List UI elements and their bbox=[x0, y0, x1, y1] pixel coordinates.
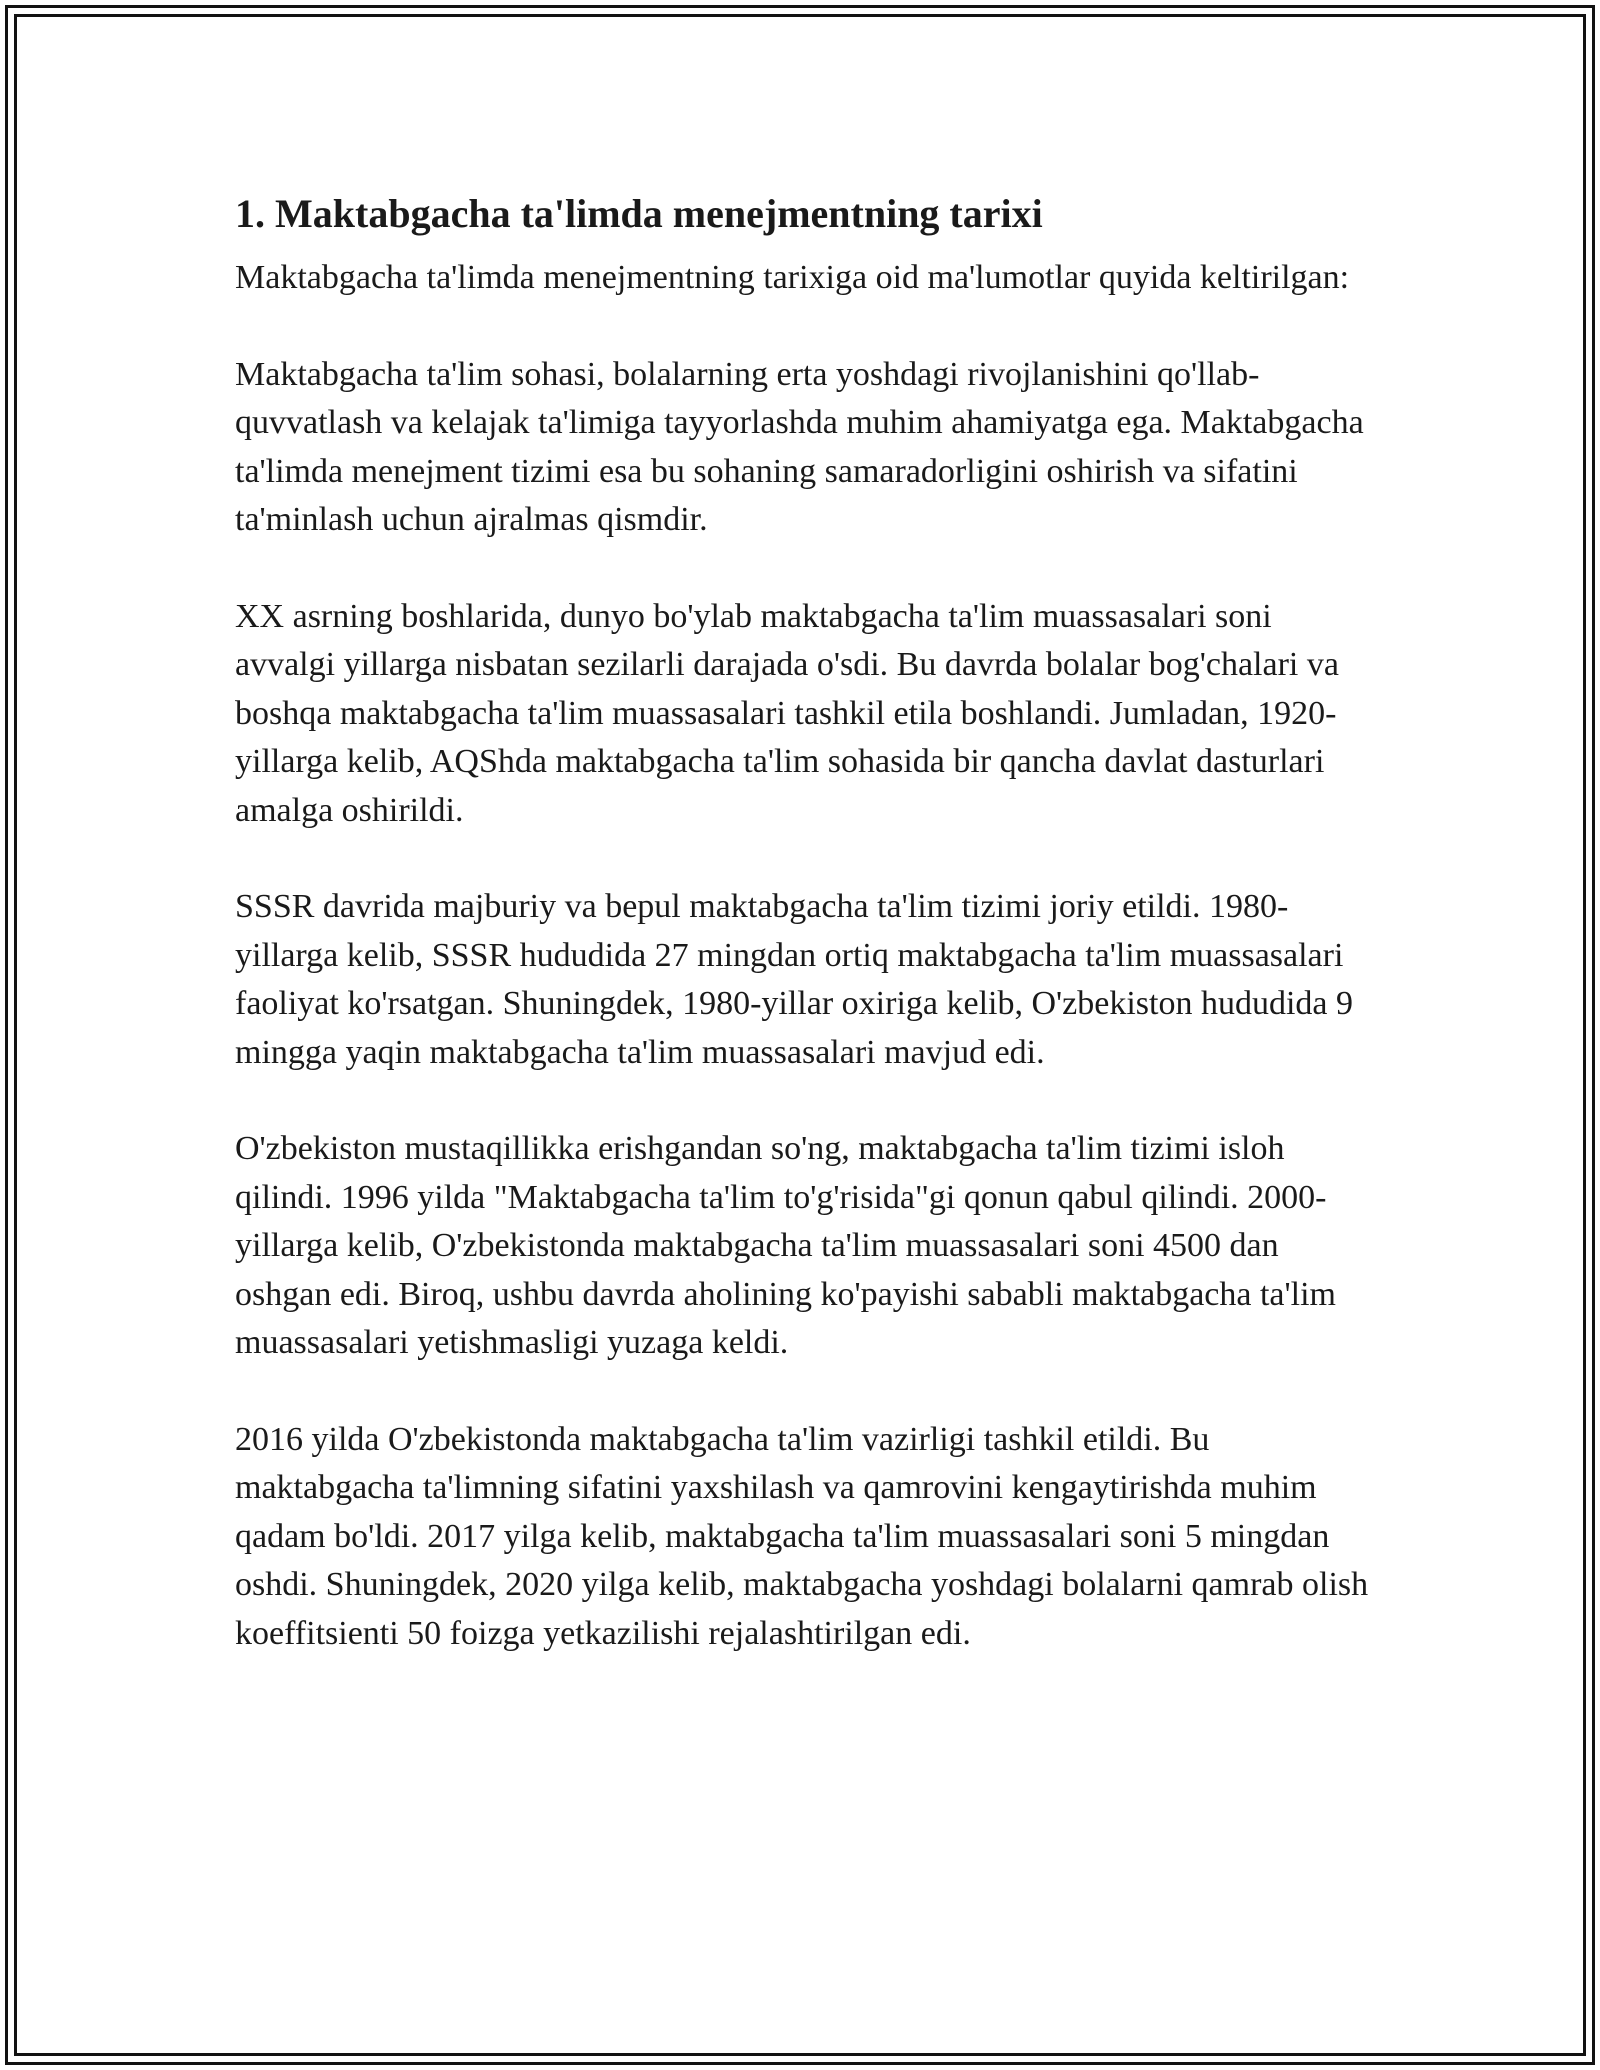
paragraph-20th-century: XX asrning boshlarida, dunyo bo'ylab maktabgacha ta'lim muassasalari soni avvalgi yillarga nisbatan sezilarli darajada o'sdi. Bu davrda bolalar bog'chalari va boshqa maktabgacha ta'lim muassasalari tashkil etila boshlandi. Jumladan, 1920-yillarga kelib, AQShda maktabgacha ta'lim sohasida bir qancha davlat dasturlari amalga oshirildi. bbox=[235, 597, 1339, 829]
paragraph-intro: Maktabgacha ta'limda menejmentning tarixiga oid ma'lumotlar quyida keltirilgan: bbox=[235, 259, 1350, 296]
paragraph-2016-reforms: 2016 yilda O'zbekistonda maktabgacha ta'lim vazirligi tashkil etildi. Bu maktabgacha ta'limning sifatini yaxshilash va qamrovini kengaytirishda muhim qadam bo'ldi. 2017 yilga kelib, maktabgacha ta'lim muassasalari soni 5 mingdan oshdi. Shuningdek, 2020 yilga kelib, maktabgacha yoshdagi bolalarni qamrab olish koeffitsienti 50 foizga yetkazilishi rejalashtirilgan edi. bbox=[235, 1420, 1369, 1652]
document-body bbox=[235, 186, 1375, 1706]
paragraph-independence: O'zbekiston mustaqillikka erishgandan so'ng, maktabgacha ta'lim tizimi isloh qilindi. 1996 yilda "Maktabgacha ta'lim to'g'risida"gi qonun qabul qilindi. 2000-yillarga kelib, O'zbekistonda maktabgacha ta'lim muassasalari soni 4500 dan oshgan edi. Biroq, ushbu davrda aholining ko'payishi sababli maktabgacha ta'lim muassasalari yetishmasligi yuzaga keldi. bbox=[235, 1130, 1336, 1361]
paragraph-importance: Maktabgacha ta'lim sohasi, bolalarning erta yoshdagi rivojlanishini qo'llab-quvvatlash va kelajak ta'limiga tayyorlashda muhim ahamiyatga ega. Maktabgacha ta'limda menejment tizimi esa bu sohaning samaradorligini oshirish va sifatini ta'minlash uchun ajralmas qismdir. bbox=[235, 355, 1364, 538]
paragraph-ussr-period: SSSR davrida majburiy va bepul maktabgacha ta'lim tizimi joriy etildi. 1980-yillarga kelib, SSSR hududida 27 mingdan ortiq maktabgacha ta'lim muassasalari faoliyat ko'rsatgan. Shuningdek, 1980-yillar oxiriga kelib, O'zbekiston hududida 9 mingga yaqin maktabgacha ta'lim muassasalari mavjud edi. bbox=[235, 888, 1353, 1071]
section-title: 1. Maktabgacha ta'limda menejmentning tarixi bbox=[235, 191, 1043, 236]
